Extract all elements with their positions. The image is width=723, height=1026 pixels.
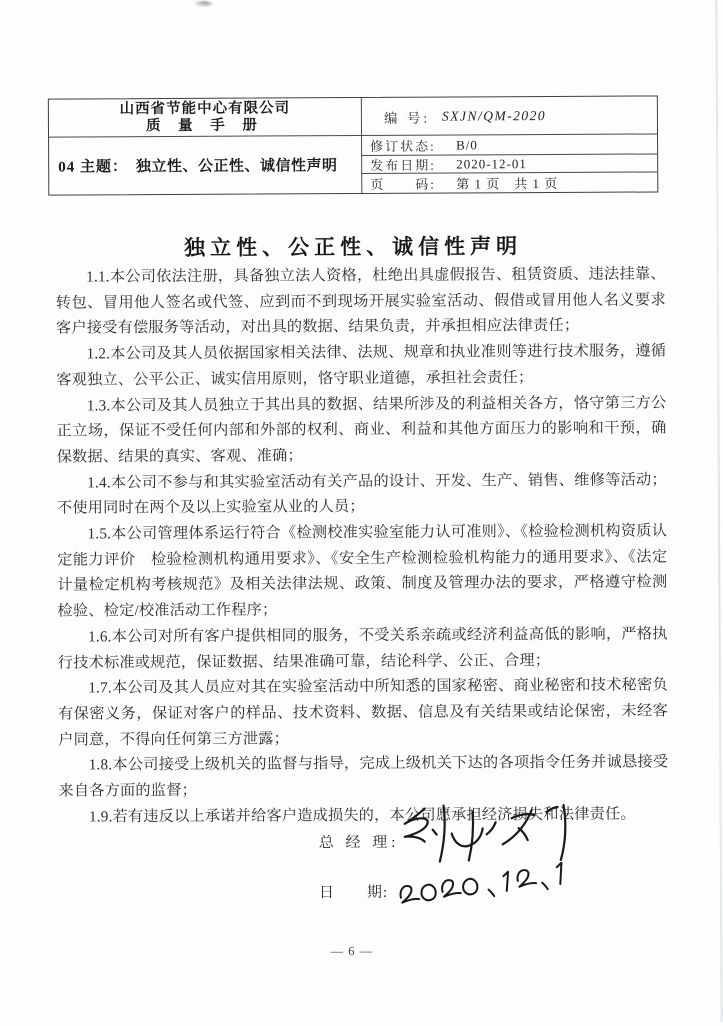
revision-status-label: 修订状态: xyxy=(370,138,436,154)
declaration-paragraph-1: 1.1.本公司依法注册，具备独立法人资格，杜绝出具虚假报告、租赁资质、违法挂靠、转包、冒用他人签名或代签、应到而不到现场开展实验室活动、假借或冒用他人名义要求客户接受有偿服务等活动，对出具的数据、结果负责，并承担相应法律责任； xyxy=(55,265,666,338)
declaration-paragraph-2: 1.2.本公司及其人员依据国家相关法律、法规、规章和执业准则等进行技术服务，遵循客观独立、公平公正、诚实信用原则，恪守职业道德，承担社会责任； xyxy=(56,342,667,389)
release-date-cell xyxy=(361,153,657,173)
declaration-paragraph-3: 1.3.本公司及其人员独立于其出具的数据、结果所涉及的利益相关各方，恪守第三方公正立场，保证不受任何内部和外部的权利、商业、利益和其他方面压力的影响和干预，确保数据、结果的真实、客观、准确； xyxy=(56,393,667,466)
page-code-cell xyxy=(361,171,657,193)
manager-signature-handwriting xyxy=(392,803,592,866)
release-date-label: 发布日期: xyxy=(370,157,436,173)
doc-number-label: 编 号: xyxy=(383,110,431,126)
general-manager-label: 总 经 理: xyxy=(318,834,400,852)
date-handwriting xyxy=(394,862,566,905)
scan-smudge-artifact xyxy=(194,1,212,7)
manual-title: 质 量 手 册 xyxy=(145,117,264,134)
release-date-value: 2020-12-01 xyxy=(456,155,527,171)
declaration-paragraph-9: 1.9.若有违反以上承诺并给客户造成损失的，本公司愿承担经济损失和法律责任。 xyxy=(88,805,636,826)
page-code-label: 页 码: xyxy=(370,176,436,192)
page-code-value: 第 1 页 共 1 页 xyxy=(456,175,559,192)
revision-status-value: B/0 xyxy=(456,136,478,152)
declaration-paragraph-7: 1.7.本公司及其人员应对其在实验室活动中所知悉的国家秘密、商业秘密和技术秘密负有保密义务，保证对客户的样品、技术资料、数据、信息及有关结果或结论保密，未经客户同意，不得向任何第三方泄露； xyxy=(58,676,669,749)
scan-edge-artifact xyxy=(715,0,722,1022)
doc-number-cell xyxy=(361,96,657,135)
declaration-paragraph-5: 1.5.本公司管理体系运行符合《检测校准实验室能力认可准则》、《检验检测机构资质认定能力评价 检验检测机构通用要求》、《安全生产检测检验机构能力的通用要求》、《法定计量检定机构考核规范》及相关法律法规、政策、制度及管理办法的要求，严格遵守检测检验、检定/校准活动工作程序； xyxy=(57,522,668,620)
declaration-paragraph-6: 1.6.本公司对所有客户提供相同的服务，不受关系亲疏或经济利益高低的影响，严格执行技术标准或规范，保证数据、结果准确可靠，结论科学、公正、合理； xyxy=(57,625,668,672)
header-table xyxy=(48,95,658,195)
document-title: 独立性、公正性、诚信性声明 xyxy=(184,234,523,260)
subject-label: 04 主题： xyxy=(58,159,128,176)
subject-cell xyxy=(49,135,361,195)
header-company-cell xyxy=(49,98,361,137)
company-name: 山西省节能中心有限公司 xyxy=(119,99,291,117)
declaration-body xyxy=(56,261,669,830)
page-number: — 6 — xyxy=(330,943,374,959)
doc-number-value: SXJN/QM-2020 xyxy=(441,107,547,124)
revision-status-cell xyxy=(361,133,657,155)
declaration-paragraph-8: 1.8.本公司接受上级机关的监督与指导，完成上级机关下达的各项指令任务并诚恳接受来自各方面的监督； xyxy=(58,753,669,800)
declaration-paragraph-4: 1.4.本公司不参与和其实验室活动有关产品的设计、开发、生产、销售、维修等活动；不使用同时在两个及以上实验室从业的人员； xyxy=(56,471,667,517)
subject-value: 独立性、公正性、诚信性声明 xyxy=(135,158,338,176)
date-label: 日 期: xyxy=(318,884,389,902)
